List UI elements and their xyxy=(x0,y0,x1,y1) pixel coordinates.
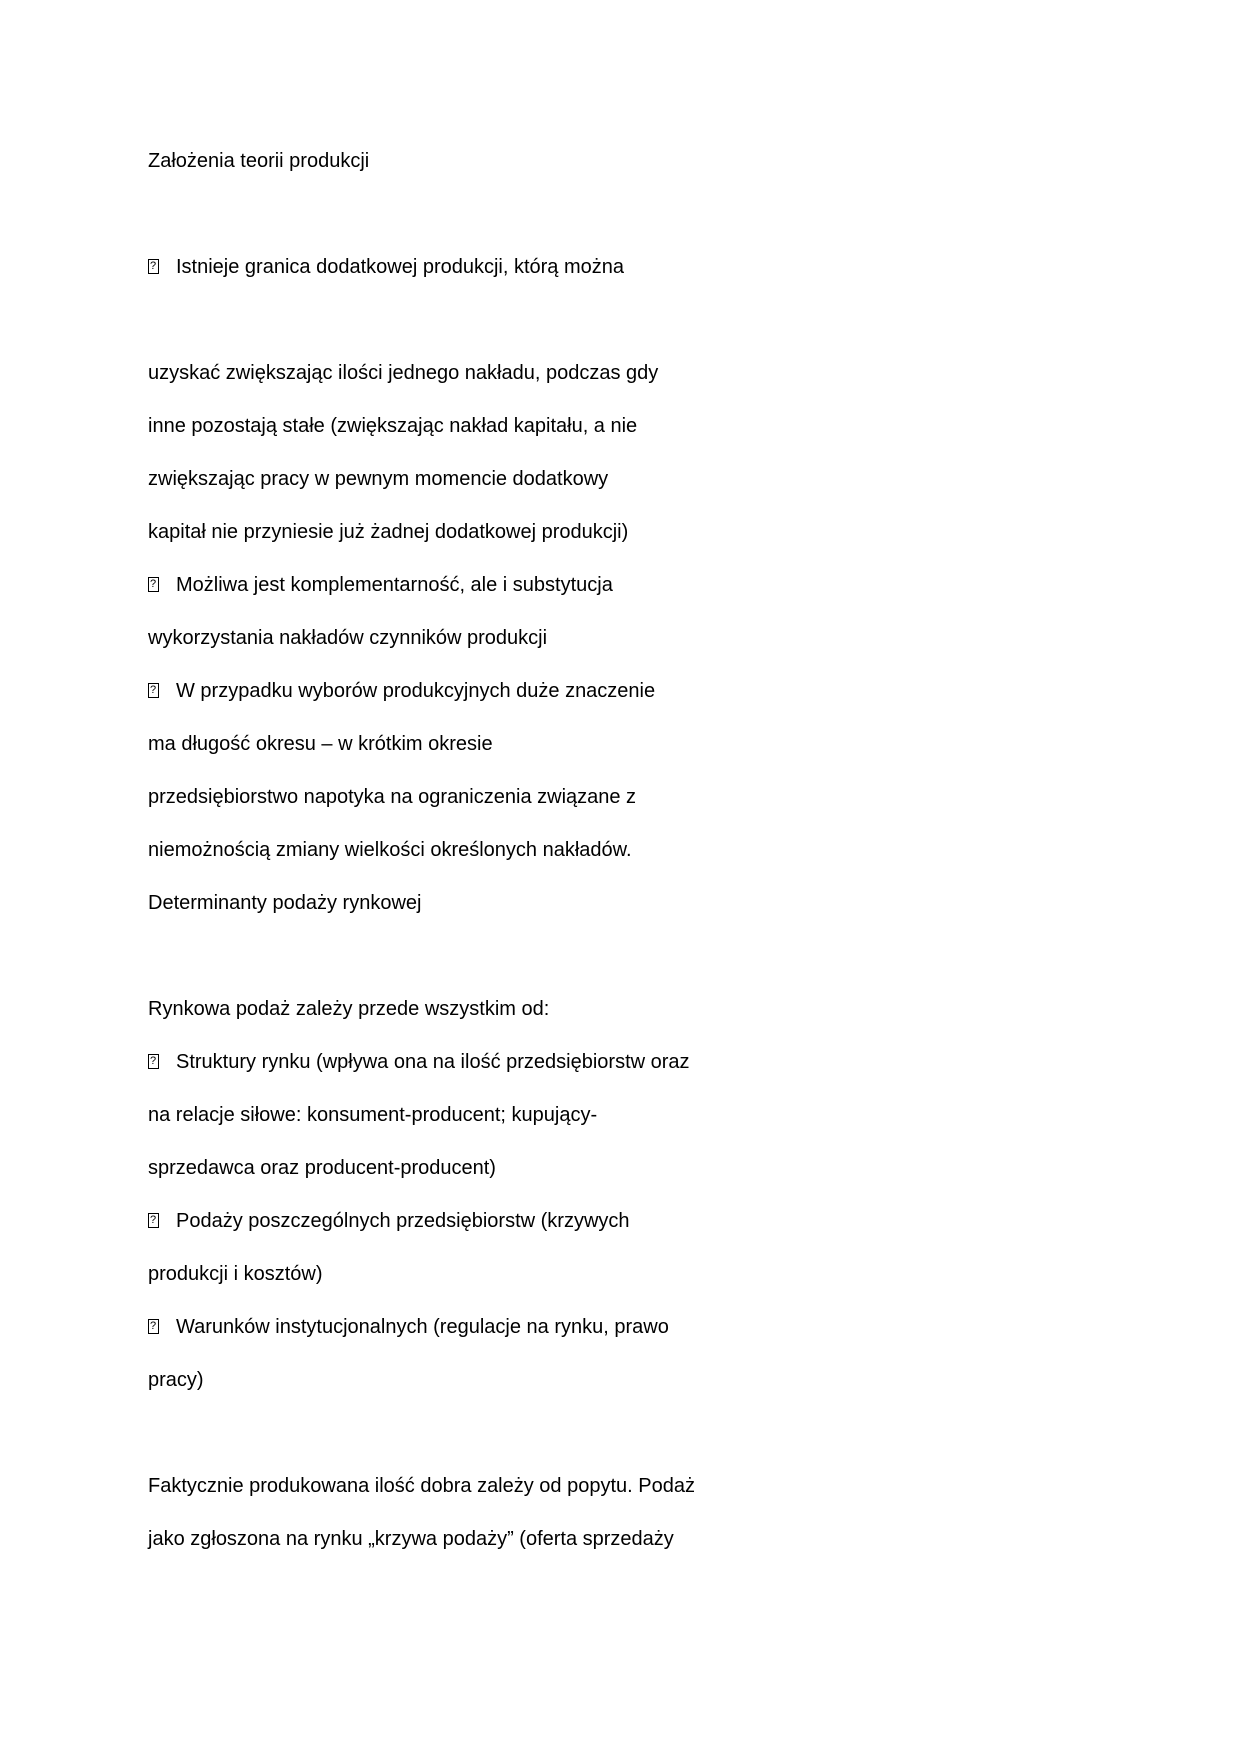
text-line xyxy=(148,147,369,175)
text-line xyxy=(148,995,549,1023)
bullet-item xyxy=(148,253,624,281)
text-line xyxy=(148,783,636,811)
missing-glyph-bullet-icon xyxy=(148,1054,159,1069)
missing-glyph-bullet-icon xyxy=(148,1213,159,1228)
bullet-item xyxy=(148,1048,690,1076)
line-text: na relacje siłowe: konsument-producent; kupujący- xyxy=(148,1104,598,1126)
line-text: Podaży poszczególnych przedsiębiorstw (krzywych xyxy=(176,1210,630,1232)
bullet-item xyxy=(148,1313,669,1341)
text-line xyxy=(148,1472,695,1500)
text-line xyxy=(148,518,628,546)
line-text: Założenia teorii produkcji xyxy=(148,150,370,172)
missing-glyph-bullet-icon xyxy=(148,1319,159,1334)
text-line xyxy=(148,1101,597,1129)
line-text: W przypadku wyborów produkcyjnych duże znaczenie xyxy=(176,680,656,702)
line-text: Istnieje granica dodatkowej produkcji, którą można xyxy=(176,256,625,278)
line-text: produkcji i kosztów) xyxy=(148,1263,323,1285)
line-text: zwiększając pracy w pewnym momencie dodatkowy xyxy=(148,468,609,490)
text-line xyxy=(148,1525,674,1553)
line-text: Faktycznie produkowana ilość dobra zależy od popytu. Podaż xyxy=(148,1475,695,1497)
line-text: Możliwa jest komplementarność, ale i substytucja xyxy=(176,574,613,596)
text-line xyxy=(148,412,637,440)
bullet-item xyxy=(148,571,613,599)
line-text: jako zgłoszona na rynku „krzywa podaży” (oferta sprzedaży xyxy=(148,1528,674,1550)
line-text: niemożnością zmiany wielkości określonych nakładów. xyxy=(148,839,632,861)
missing-glyph-bullet-icon xyxy=(148,683,159,698)
line-text: Determinanty podaży rynkowej xyxy=(148,892,422,914)
text-line xyxy=(148,730,493,758)
line-text: ma długość okresu – w krótkim okresie xyxy=(148,733,493,755)
line-text: sprzedawca oraz producent-producent) xyxy=(148,1157,496,1179)
line-text: Warunków instytucjonalnych (regulacje na rynku, prawo xyxy=(176,1316,669,1338)
text-line xyxy=(148,624,547,652)
bullet-item xyxy=(148,677,655,705)
line-text: przedsiębiorstwo napotyka na ograniczenia związane z xyxy=(148,786,637,808)
line-text: inne pozostają stałe (zwiększając nakład kapitału, a nie xyxy=(148,415,638,437)
text-line xyxy=(148,359,658,387)
section-heading xyxy=(148,889,421,917)
line-text: Struktury rynku (wpływa ona na ilość przedsiębiorstw oraz xyxy=(176,1051,690,1073)
text-line xyxy=(148,1260,323,1288)
missing-glyph-bullet-icon xyxy=(148,577,159,592)
line-text: wykorzystania nakładów czynników produkcji xyxy=(148,627,548,649)
line-text: Rynkowa podaż zależy przede wszystkim od: xyxy=(148,998,550,1020)
text-line xyxy=(148,1154,496,1182)
bullet-item xyxy=(148,1207,630,1235)
text-line xyxy=(148,1366,204,1394)
text-line xyxy=(148,465,608,493)
line-text: kapitał nie przyniesie już żadnej dodatkowej produkcji) xyxy=(148,521,629,543)
text-line xyxy=(148,836,632,864)
line-text: uzyskać zwiększając ilości jednego nakładu, podczas gdy xyxy=(148,362,659,384)
line-text: pracy) xyxy=(148,1369,204,1391)
missing-glyph-bullet-icon xyxy=(148,259,159,274)
